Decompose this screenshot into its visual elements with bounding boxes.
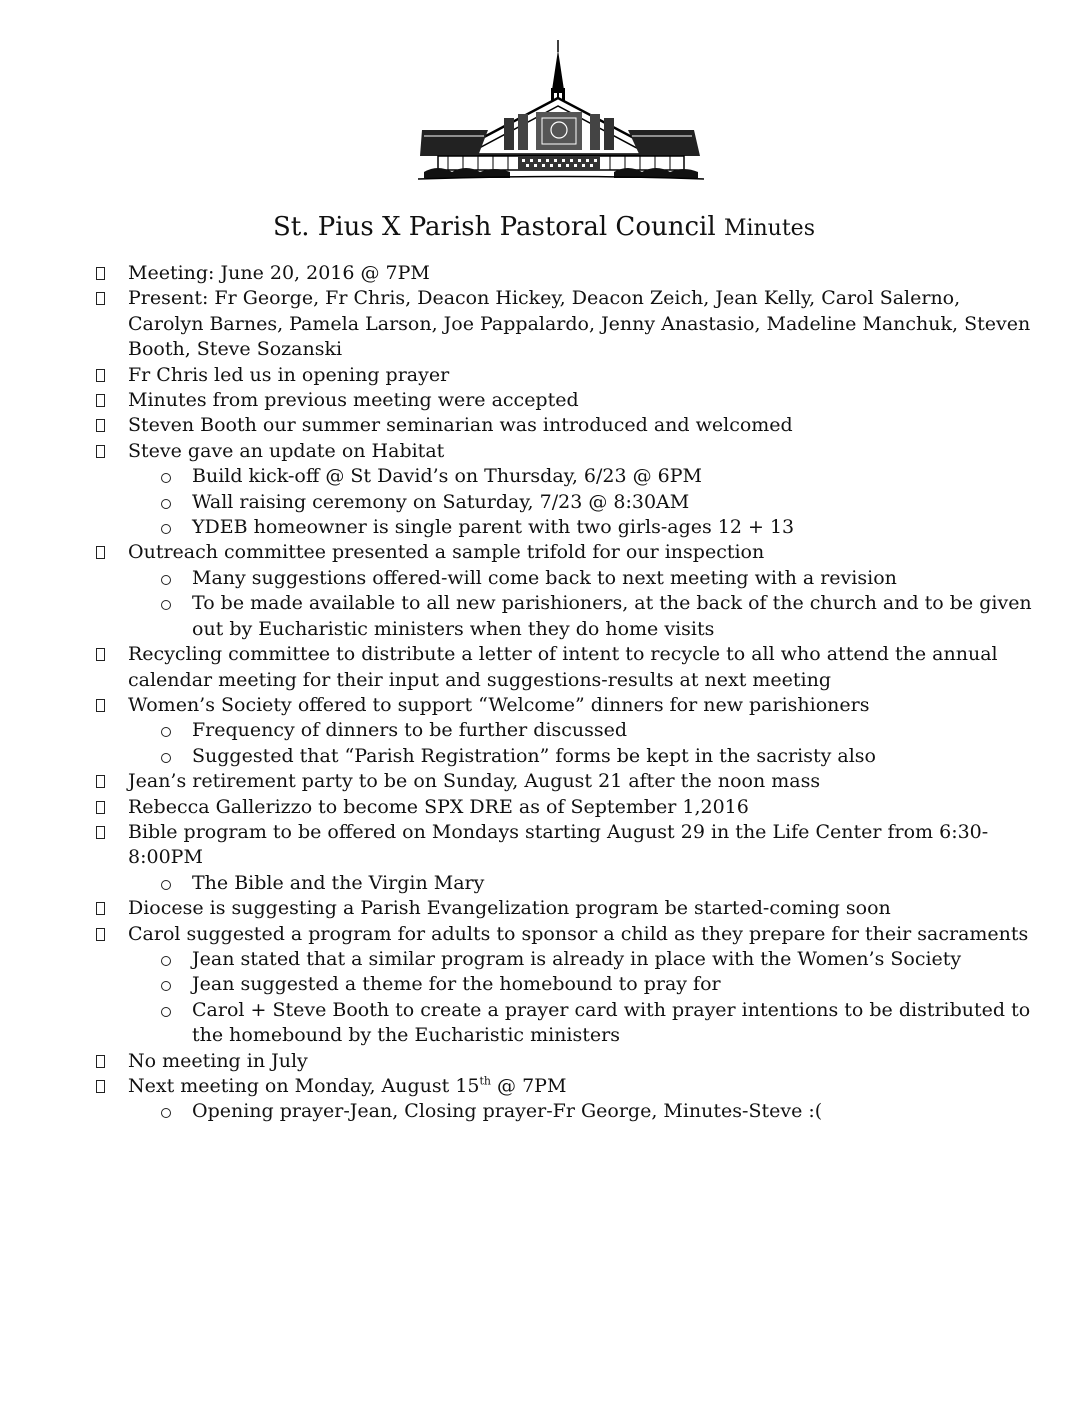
list-item [96, 388, 1036, 413]
item-text: Present: Fr George, Fr Chris, Deacon Hickey, Deacon Zeich, Jean Kelly, Carol Salerno, Carolyn Barnes, Pamela Larson, Joe Pappalardo, Jenny Anastasio, Madeline Manchuk, Steven Booth, Steve Sozanski [128, 287, 1031, 361]
circle-bullet-icon [161, 575, 171, 585]
item-text: Frequency of dinners to be further discussed [192, 719, 628, 742]
square-bullet-icon [96, 369, 105, 382]
square-bullet-icon [96, 775, 105, 788]
item-text: Rebecca Gallerizzo to become SPX DRE as of September 1,2016 [128, 795, 749, 818]
circle-bullet-icon [161, 727, 171, 737]
item-text: Outreach committee presented a sample trifold for our inspection [128, 541, 765, 564]
list-item [96, 540, 1036, 565]
item-text: Bible program to be offered on Mondays starting August 29 in the Life Center from 6:30-8:00PM [128, 820, 989, 869]
list-item [96, 363, 1036, 388]
list-item [96, 922, 1036, 947]
sub-list-item [96, 998, 1036, 1049]
list-item [96, 795, 1036, 820]
square-bullet-icon [96, 1080, 105, 1093]
circle-bullet-icon [161, 956, 171, 966]
square-bullet-icon [96, 826, 105, 839]
item-text: Suggested that “Parish Registration” forms be kept in the sacristy also [192, 744, 876, 767]
list-item [96, 1049, 1036, 1074]
item-text: Next meeting on Monday, August 15 [128, 1075, 480, 1097]
circle-bullet-icon [161, 1108, 171, 1118]
sub-list-item [96, 591, 1036, 642]
sub-list-item [96, 1099, 1036, 1124]
list-item [96, 769, 1036, 794]
circle-bullet-icon [161, 981, 171, 991]
circle-bullet-icon [161, 524, 171, 534]
sub-list-item [96, 464, 1036, 489]
item-text: To be made available to all new parishioners, at the back of the church and to be given out by Eucharistic ministers when they do home visits [192, 592, 1032, 640]
sub-list-item [96, 972, 1036, 997]
item-text: No meeting in July [128, 1049, 308, 1072]
list-item [96, 693, 1036, 718]
item-text: Steve gave an update on Habitat [128, 439, 445, 462]
item-text: Fr Chris led us in opening prayer [128, 363, 450, 386]
minutes-list [96, 261, 1036, 1125]
square-bullet-icon [96, 902, 105, 915]
item-text: Recycling committee to distribute a letter of intent to recycle to all who attend the annual calendar meeting for their input and suggestions-results at next meeting [128, 643, 998, 691]
square-bullet-icon [96, 419, 105, 432]
square-bullet-icon [96, 801, 105, 814]
list-item [96, 286, 1036, 362]
circle-bullet-icon [161, 753, 171, 763]
list-item [96, 896, 1036, 921]
ordinal-suffix: th [479, 1074, 492, 1088]
square-bullet-icon [96, 445, 105, 458]
item-text: Carol suggested a program for adults to sponsor a child as they prepare for their sacraments [128, 922, 1029, 945]
square-bullet-icon [96, 1055, 105, 1068]
document-title [0, 210, 1088, 246]
item-text: Jean’s retirement party to be on Sunday, August 21 after the noon mass [128, 770, 821, 793]
sub-list-item [96, 744, 1036, 769]
item-text-after: @ 7PM [491, 1075, 567, 1097]
list-item [96, 1074, 1036, 1099]
item-text: The Bible and the Virgin Mary [192, 871, 485, 894]
square-bullet-icon [96, 267, 105, 280]
square-bullet-icon [96, 292, 105, 305]
sub-list-item [96, 566, 1036, 591]
item-text: Minutes from previous meeting were accepted [128, 389, 579, 412]
item-text: Many suggestions offered-will come back to next meeting with a revision [192, 566, 897, 589]
sub-list-item [96, 515, 1036, 540]
circle-bullet-icon [161, 473, 171, 483]
square-bullet-icon [96, 394, 105, 407]
title-main: St. Pius X Parish Pastoral Council [273, 212, 716, 242]
item-text: Jean stated that a similar program is already in place with the Women’s Society [192, 947, 962, 970]
sub-list-item [96, 490, 1036, 515]
list-item [96, 413, 1036, 438]
list-item [96, 439, 1036, 464]
square-bullet-icon [96, 928, 105, 941]
square-bullet-icon [96, 546, 105, 559]
square-bullet-icon [96, 699, 105, 712]
circle-bullet-icon [161, 880, 171, 890]
sub-list-item [96, 718, 1036, 743]
list-item [96, 261, 1036, 286]
circle-bullet-icon [161, 1007, 171, 1017]
item-text: Diocese is suggesting a Parish Evangelization program be started-coming soon [128, 897, 891, 920]
item-text: Opening prayer-Jean, Closing prayer-Fr George, Minutes-Steve :( [192, 1100, 823, 1123]
item-text: Wall raising ceremony on Saturday, 7/23 @ 8:30AM [192, 490, 690, 513]
item-text: Carol + Steve Booth to create a prayer card with prayer intentions to be distributed to the homebound by the Eucharistic ministers [192, 998, 1031, 1047]
church-logo [418, 38, 704, 184]
sub-list-item [96, 947, 1036, 972]
square-bullet-icon [96, 648, 105, 661]
item-text: Women’s Society offered to support “Welcome” dinners for new parishioners [128, 693, 870, 716]
list-item [96, 820, 1036, 871]
circle-bullet-icon [161, 600, 171, 610]
item-text: Meeting: June 20, 2016 @ 7PM [128, 262, 430, 284]
item-text: Jean suggested a theme for the homebound to pray for [192, 973, 721, 996]
title-suffix: Minutes [723, 216, 815, 241]
sub-list-item [96, 871, 1036, 896]
item-text: Steven Booth our summer seminarian was introduced and welcomed [128, 414, 793, 437]
item-text: YDEB homeowner is single parent with two girls-ages 12 + 13 [192, 516, 795, 539]
item-text: Build kick-off @ St David’s on Thursday, 6/23 @ 6PM [192, 465, 703, 488]
circle-bullet-icon [161, 499, 171, 509]
list-item [96, 642, 1036, 693]
